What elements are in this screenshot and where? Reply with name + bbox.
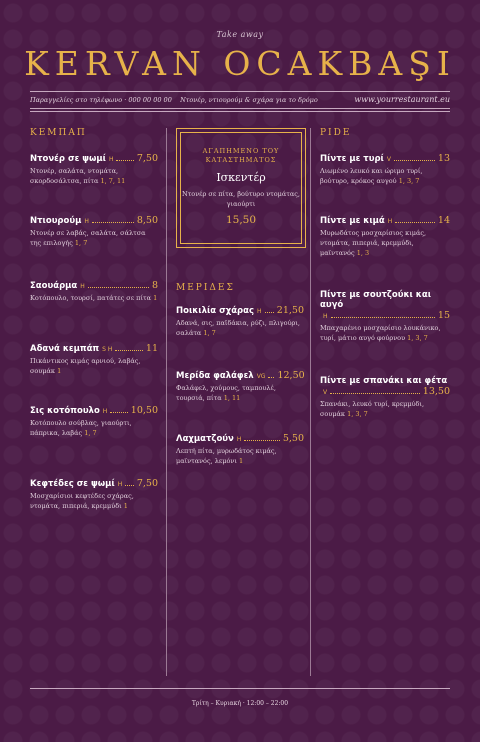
item-allergens: 1, 7 xyxy=(74,239,88,247)
item-allergens: 1, 7 xyxy=(84,429,97,437)
menu-item xyxy=(30,215,158,248)
leader-dots xyxy=(394,160,435,161)
leader-dots xyxy=(265,312,274,313)
item-desc: Κοτόπουλο σούβλας, γιαούρτι, πάπρικα, λαβάς xyxy=(30,419,132,437)
column-divider-left xyxy=(166,128,167,676)
phone-line: Παραγγελίες στο τηλέφωνο · 000 00 00 00 xyxy=(30,96,172,104)
section-heading-portions: ΜΕΡΙΔΕΣ xyxy=(176,283,235,293)
leader-dots xyxy=(330,393,420,394)
item-price: 7,50 xyxy=(136,153,158,164)
item-desc: Κοτόπουλο, τουρσί, πατάτες σε πίτα xyxy=(30,294,151,302)
favorite-box-inner xyxy=(180,132,302,244)
item-name: Πίντε με σπανάκι και φέτα xyxy=(320,376,448,386)
item-desc: Αδανά, σις, παϊδάκια, ρύζι, πλιγούρι, σαλάτα xyxy=(176,319,300,337)
item-name: Σις κοτόπουλο xyxy=(30,406,100,416)
item-tag: H xyxy=(84,218,89,225)
item-price: 14 xyxy=(437,215,450,226)
item-desc: Φαλάφελ, χούμους, ταμπουλέ, τουρσιά, πίτα xyxy=(176,384,276,402)
item-allergens: 1, 7, 11 xyxy=(100,177,126,185)
takeaway-label: Take away xyxy=(216,30,264,39)
item-desc: Ντονέρ, σαλάτα, ντομάτα, σκορδοσάλτσα, πίτα xyxy=(30,167,119,185)
item-price: 8 xyxy=(151,280,158,291)
leader-dots xyxy=(115,350,143,351)
favorite-heading-line2: ΚΑΤΑΣΤΗΜΑΤΟΣ xyxy=(205,156,277,164)
menu-item xyxy=(320,215,450,258)
item-desc: Ντονέρ σε λαβάς, σαλάτα, σάλτσα της επιλογής xyxy=(30,229,146,247)
item-tag: H xyxy=(80,283,85,290)
item-allergens: 1, 3 xyxy=(356,249,370,257)
item-desc: Μοσχαρίσιοι κεφτέδες σχάρας, ντομάτα, πιπεριά, κρεμμύδι xyxy=(30,492,134,510)
item-tag: H xyxy=(387,218,393,225)
item-allergens: 1 xyxy=(57,367,62,375)
item-allergens: 1 xyxy=(238,457,244,465)
item-desc: Σπανάκι, λευκό τυρί, κρεμμύδι, σουμάκ xyxy=(320,400,425,418)
menu-item xyxy=(30,405,158,438)
item-price: 12,50 xyxy=(277,370,305,381)
menu-item xyxy=(30,280,158,303)
item-price: 13,50 xyxy=(422,386,450,397)
item-tag: S H xyxy=(102,346,113,353)
item-tag: VG xyxy=(256,373,266,380)
menu-item xyxy=(30,478,158,511)
item-tag: V xyxy=(323,389,328,396)
website-url[interactable]: www.yourrestaurant.eu xyxy=(354,95,450,104)
item-name: Κεφτέδες σε ψωμί xyxy=(30,479,115,489)
footer-divider xyxy=(30,688,450,689)
item-desc: Μυρωδάτος μοσχαρίσιος κιμάς, ντομάτα, πιπεριά, κρεμμύδι, μαϊντανός xyxy=(320,229,427,257)
menu-item xyxy=(320,376,450,419)
item-name: Ποικιλία σχάρας xyxy=(176,306,255,316)
column-divider-right xyxy=(310,128,311,676)
item-price: 5,50 xyxy=(282,433,304,444)
item-allergens: 1, 3, 7 xyxy=(407,334,428,342)
leader-dots xyxy=(125,485,134,486)
menu-item xyxy=(320,153,450,186)
favorite-desc: Ντονέρ σε πίτα, βούτυρο ντομάτας, γιαούρτι xyxy=(182,190,300,208)
item-price: 13 xyxy=(437,153,450,164)
item-desc: Μπαχαρένιο μοσχαρίσιο λουκάνικο, τυρί, μάτιο αυγό φούρνου xyxy=(320,324,441,342)
item-name: Ντονέρ σε ψωμί xyxy=(30,154,106,164)
item-allergens: 1 xyxy=(123,502,128,510)
header-divider-top xyxy=(30,91,450,92)
item-desc: Λιωμένο λευκό και ώριμο τυρί, βούτυρο, κρόκος αυγού xyxy=(320,167,423,185)
favorite-price: 15,50 xyxy=(225,214,257,226)
item-allergens: 1, 3, 7 xyxy=(347,410,368,418)
leader-dots xyxy=(244,440,280,441)
item-allergens: 1, 7 xyxy=(203,329,216,337)
leader-dots xyxy=(88,287,149,288)
item-tag: H xyxy=(102,408,108,415)
item-tag: H xyxy=(323,313,328,320)
item-tag: H xyxy=(108,156,114,163)
leader-dots xyxy=(331,317,435,318)
item-price: 7,50 xyxy=(136,478,158,489)
item-name: Ντιουρούμ xyxy=(30,216,82,226)
leader-dots xyxy=(110,412,128,413)
favorite-name: Ισκεντέρ xyxy=(216,171,266,184)
item-desc: Λεπτή πίτα, μυρωδάτος κιμάς, μαϊντανός, λεμόνι xyxy=(176,447,277,465)
item-name: Πίντε με κιμά xyxy=(320,216,385,226)
item-desc: Πικάντικος κιμάς αρνιού, λαβάς, σουμάκ xyxy=(30,357,141,375)
item-price: 10,50 xyxy=(130,405,158,416)
leader-dots xyxy=(92,222,134,223)
item-allergens: 1, 3, 7 xyxy=(398,177,420,185)
item-name: Πίντε με τυρί xyxy=(320,154,384,164)
menu-item xyxy=(30,153,158,186)
leader-dots xyxy=(395,222,435,223)
section-heading-pide: PIDE xyxy=(320,128,352,138)
item-price: 8,50 xyxy=(136,215,158,226)
slogan: Ντονέρ, ντιουρούμ & σχάρα για το δρόμο xyxy=(180,96,318,104)
item-tag: H xyxy=(257,308,262,315)
header-divider-bottom-2 xyxy=(30,111,450,112)
favorite-heading-line1: ΑΓΑΠΗΜΕΝΟ ΤΟΥ xyxy=(202,147,280,155)
restaurant-title: KERVAN OCAKBAŞI xyxy=(24,44,456,83)
menu-item xyxy=(320,290,450,343)
item-name: Πίντε με σουτζούκι και αυγό xyxy=(320,290,432,310)
item-allergens: 1 xyxy=(153,294,158,302)
info-phone-slogan xyxy=(30,96,318,104)
item-price: 11 xyxy=(145,343,158,354)
leader-dots xyxy=(268,377,274,378)
menu-item xyxy=(176,305,304,338)
item-price: 21,50 xyxy=(276,305,304,316)
header-divider-bottom xyxy=(30,108,450,109)
item-name: Σαουάρμα xyxy=(30,281,78,291)
section-heading-kebab: ΚΕΜΠΑΠ xyxy=(30,128,87,138)
item-name: Λαχματζούν xyxy=(176,434,234,444)
item-tag: H xyxy=(236,436,242,443)
leader-dots xyxy=(116,160,133,161)
favorite-heading xyxy=(181,147,301,165)
menu-item xyxy=(176,370,304,403)
menu-item xyxy=(30,343,158,376)
item-tag: H xyxy=(117,481,123,488)
item-tag: V xyxy=(386,156,391,163)
item-allergens: 1, 11 xyxy=(223,394,241,402)
favorite-box xyxy=(176,128,306,248)
item-name: Αδανά κεμπάπ xyxy=(30,344,100,354)
item-name: Μερίδα φαλάφελ xyxy=(176,371,254,381)
menu-item xyxy=(176,433,304,466)
opening-hours: Τρίτη – Κυριακή · 12:00 – 22:00 xyxy=(191,700,289,707)
item-price: 15 xyxy=(437,310,450,321)
